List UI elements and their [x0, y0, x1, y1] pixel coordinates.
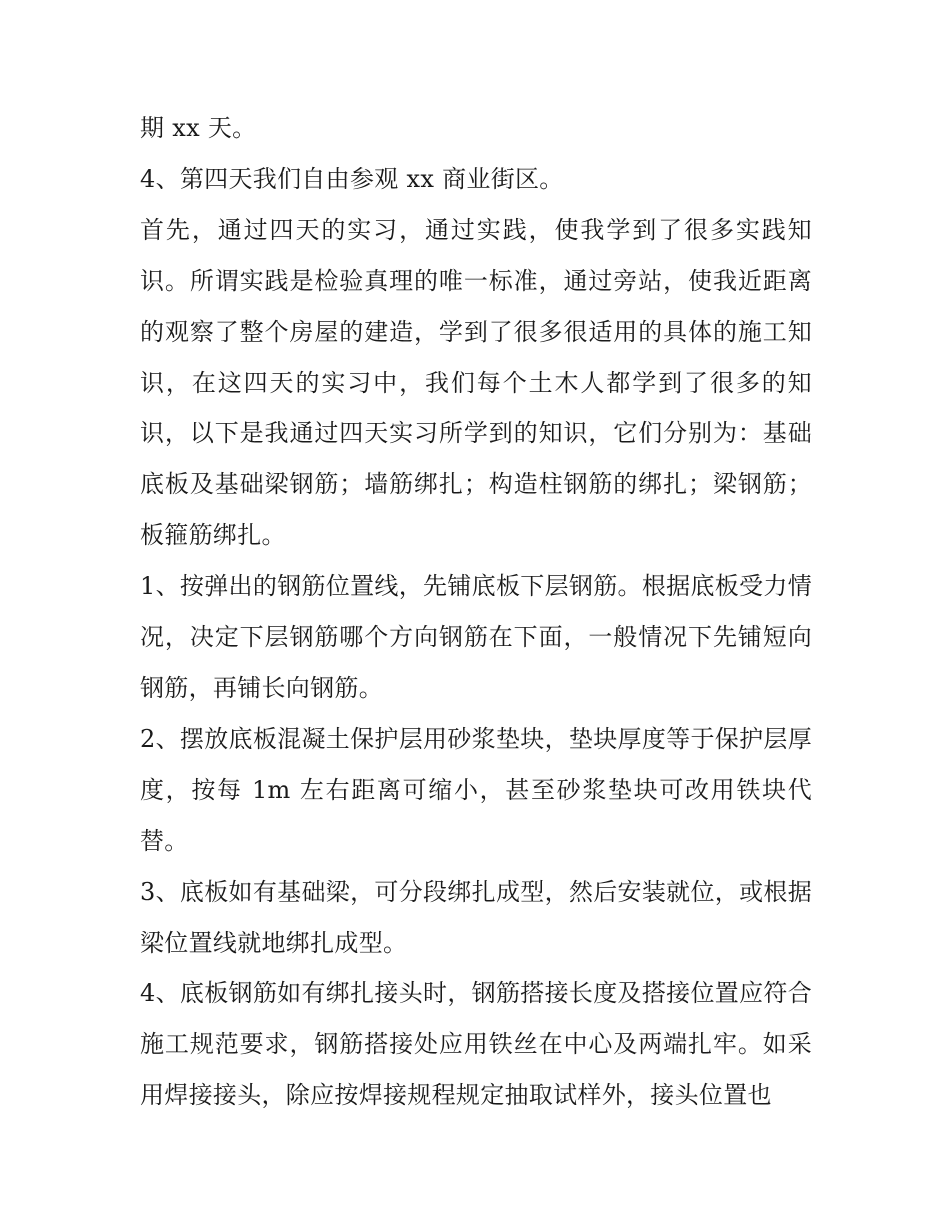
paragraph-step-1: 1、按弹出的钢筋位置线，先铺底板下层钢筋。根据底板受力情况，决定下层钢筋哪个方向钢筋在下面，一般情况下先铺短向钢筋，再铺长向钢筋。	[140, 572, 812, 702]
paragraph-day-four: 4、第四天我们自由参观 xx 商业街区。	[140, 164, 564, 193]
paragraph-step-2: 2、摆放底板混凝土保护层用砂浆垫块，垫块厚度等于保护层厚度，按每 1m 左右距离可缩小，甚至砂浆垫块可改用铁块代替。	[140, 724, 812, 855]
paragraph-step-3: 3、底板如有基础梁，可分段绑扎成型，然后安装就位，或根据梁位置线就地绑扎成型。	[140, 877, 812, 957]
document-body	[140, 103, 812, 1121]
paragraph-step-4: 4、底板钢筋如有绑扎接头时，钢筋搭接长度及搭接位置应符合施工规范要求，钢筋搭接处应用铁丝在中心及两端扎牢。如采用焊接接头，除应按焊接规程规定抽取试样外，接头位置也	[140, 979, 812, 1110]
paragraph-summary: 首先，通过四天的实习，通过实践，使我学到了很多实践知识。所谓实践是检验真理的唯一标准，通过旁站，使我近距离的观察了整个房屋的建造，学到了很多很适用的具体的施工知识，在这四天的实习中，我们每个土木人都学到了很多的知识，以下是我通过四天实习所学到的知识，它们分别为：基础底板及基础梁钢筋；墙筋绑扎；构造柱钢筋的绑扎；梁钢筋；板箍筋绑扎。	[140, 215, 812, 550]
paragraph-continuation: 期 xx 天。	[140, 114, 257, 142]
